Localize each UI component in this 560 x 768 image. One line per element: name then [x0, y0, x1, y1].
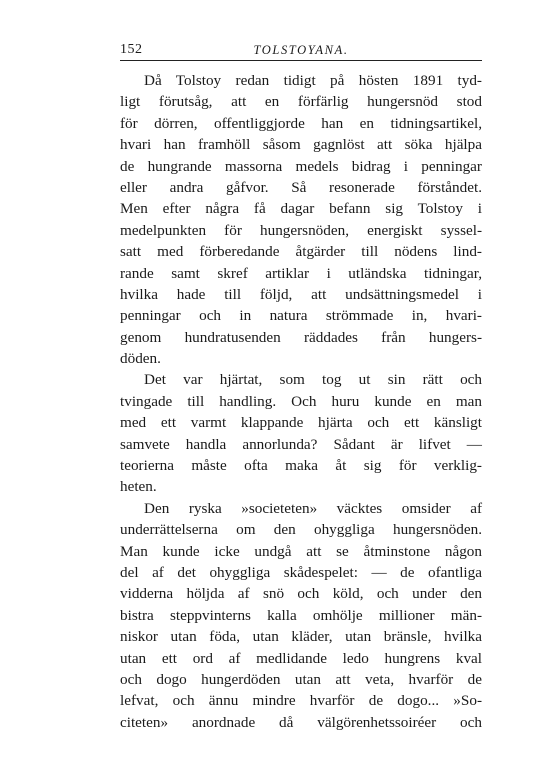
text-line: samvete handla annorlunda? Sådant är lifvet —: [120, 435, 482, 453]
running-title: TOLSTOYANA.: [253, 43, 349, 57]
header-rule: [120, 60, 482, 61]
text-line: heten.: [120, 478, 157, 496]
text-line: underrättelserna om den ohyggliga hungersnöden.: [120, 521, 482, 539]
text-line: del af det ohyggliga skådespelet: — de ofantliga: [120, 563, 482, 581]
text-line: Den ryska »societeten» väcktes omsider af: [144, 499, 482, 517]
text-line: hvari han framhöll såsom gagnlöst att söka hjälpa: [120, 136, 482, 154]
text-line: bistra steppvinterns kalla omhölje millioner män-: [120, 606, 482, 624]
text-line: de hungrande massorna medels bidrag i penningar: [120, 157, 482, 175]
text-line: penningar och in natura strömmade in, hvari-: [120, 307, 482, 325]
text-line: medelpunkten för hungersnöden, energiskt syssel-: [120, 221, 482, 239]
text-line: eller andra gåfvor. Så resonerade förståndet.: [120, 178, 482, 196]
text-line: genom hundratusenden räddades från hungers-: [120, 328, 482, 346]
text-line: tvingade till handling. Och huru kunde en man: [120, 392, 482, 410]
text-line: utan ett ord af medlidande ledo hungrens kval: [120, 649, 482, 667]
text-line: Men efter några få dagar befann sig Tolstoy i: [120, 200, 482, 218]
text-line: vidderna höljda af snö och köld, och under den: [120, 585, 482, 603]
text-line: teorierna måste ofta maka åt sig för verklig-: [120, 457, 482, 475]
text-line: rande samt skref artiklar i utländska tidningar,: [120, 264, 482, 282]
running-head: [120, 42, 482, 60]
text-line: Man kunde icke undgå att se åtminstone någon: [120, 542, 482, 560]
text-line: lefvat, och ännu mindre hvarför de dogo... »So-: [120, 692, 482, 710]
text-line: ligt förutsåg, att en förfärlig hungersnöd stod: [120, 93, 482, 111]
text-line: satt med förberedande åtgärder till nödens lind-: [120, 243, 482, 261]
text-line: hvilka hade till följd, att undsättningsmedel i: [120, 285, 482, 303]
text-line: Det var hjärtat, som tog ut sin rätt och: [144, 371, 482, 389]
text-line: och dogo hungerdöden utan att veta, hvarför de: [120, 670, 482, 688]
text-line: niskor utan föda, utan kläder, utan bränsle, hvilka: [120, 628, 482, 646]
page-number: 152: [120, 42, 143, 57]
text-line: döden.: [120, 350, 161, 368]
text-line: Då Tolstoy redan tidigt på hösten 1891 tyd-: [144, 72, 482, 89]
text-line: med ett varmt klappande hjärta och ett känsligt: [120, 414, 482, 432]
text-line: citeten» anordnade då välgörenhetssoiréer och: [120, 713, 482, 731]
text-line: för dörren, offentliggjorde han en tidningsartikel,: [120, 114, 482, 132]
body-text: [120, 70, 482, 733]
